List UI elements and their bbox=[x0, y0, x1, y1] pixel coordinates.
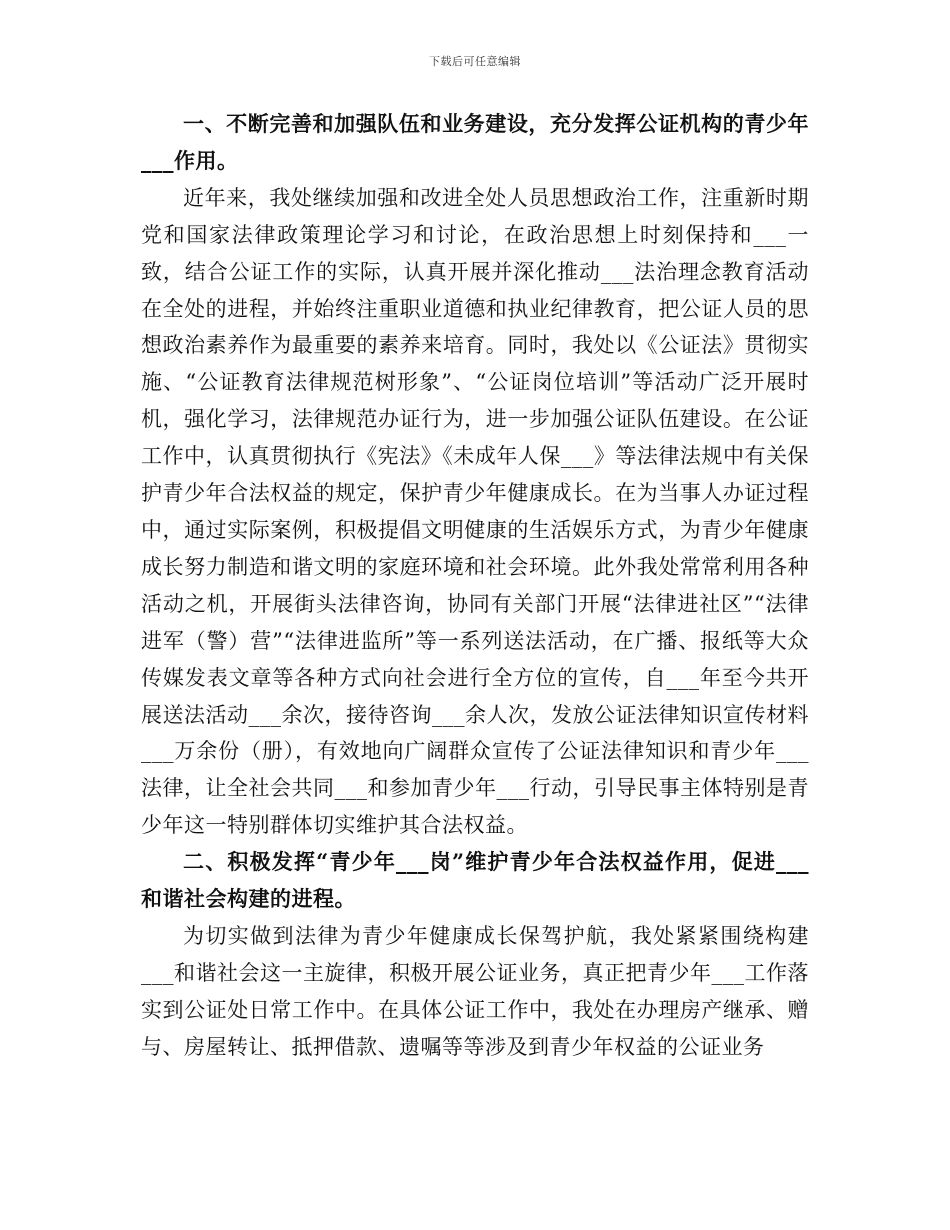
section-heading-2: 二、积极发挥“青少年___岗”维护青少年合法权益作用，促进___和谐社会构建的进程。 bbox=[141, 849, 809, 912]
section-heading-1: 一、不断完善和加强队伍和业务建设，充分发挥公证机构的青少年___作用。 bbox=[141, 111, 809, 173]
document-body bbox=[141, 106, 809, 1066]
section-paragraph-2: 为切实做到法律为青少年健康成长保驾护航，我处紧紧围绕构建___和谐社会这一主旋律，积极开展公证业务，真正把青少年___工作落实到公证处日常工作中。在具体公证工作中，我处在办理房产继承、赠与、房屋转让、抵押借款、遗嘱等等涉及到青少年权益的公证业务 bbox=[141, 923, 809, 1059]
page-header: 下载后可任意编辑 bbox=[429, 55, 521, 68]
section-paragraph-1: 近年来，我处继续加强和改进全处人员思想政治工作，注重新时期党和国家法律政策理论学习和讨论，在政治思想上时刻保持和___一致，结合公证工作的实际，认真开展并深化推动___法治理念教育活动在全处的进程，并始终注重职业道德和执业纪律教育，把公证人员的思想政治素养作为最重要的素养来培育。同时，我处以《公证法》贯彻实施、“公证教育法律规范树形象”、“公证岗位培训”等活动广泛开展时机，强化学习，法律规范办证行为，进一步加强公证队伍建设。在公证工作中，认真贯彻执行《宪法》《未成年人保___》等法律法规中有关保护青少年合法权益的规定，保护青少年健康成长。在为当事人办证过程中，通过实际案例，积极提倡文明健康的生活娱乐方式，为青少年健康成长努力制造和谐文明的家庭环境和社会环境。此外我处常常利用各种活动之机，开展街头法律咨询，协同有关部门开展“法律进社区”“法律进军（警）营”“法律进监所”等一系列送法活动，在广播、报纸等大众传媒发表文章等各种方式向社会进行全方位的宣传，自___年至今共开展送法活动___余次，接待咨询___余人次，发放公证法律知识宣传材料___万余份（册），有效地向广阔群众宣传了公证法律知识和青少年___法律，让全社会共同___和参加青少年___行动，引导民事主体特别是青少年这一特别群体切实维护其合法权益。 bbox=[141, 185, 809, 838]
